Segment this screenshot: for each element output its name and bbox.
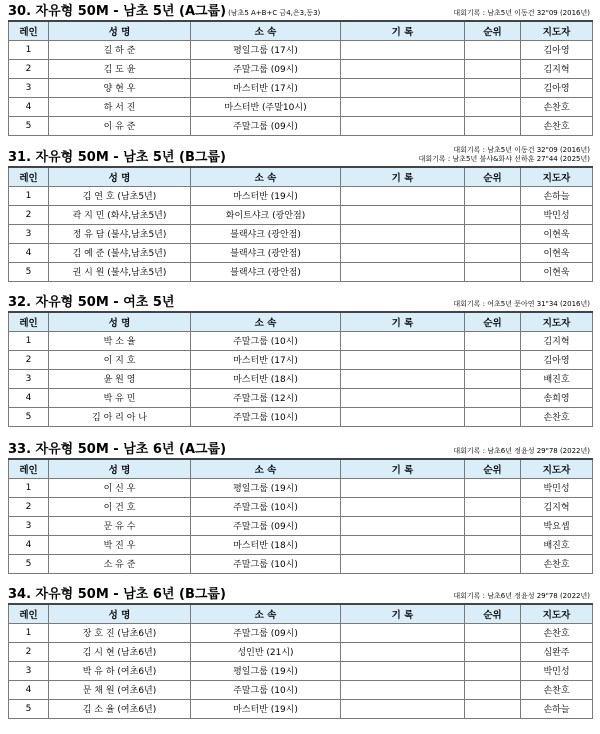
lane-cell: 2 bbox=[9, 642, 49, 661]
rank-cell bbox=[465, 407, 521, 426]
swimmer-name-cell: 김 도 윤 bbox=[49, 59, 191, 78]
coach-cell: 손찬호 bbox=[521, 97, 593, 116]
team-cell: 화이트샤크 (광안점) bbox=[191, 205, 341, 224]
record-cell bbox=[341, 116, 465, 135]
team-cell: 마스터반 (19시) bbox=[191, 699, 341, 718]
meet-record: 대회기록 : 남초5년 이동건 32"09 (2016년) bbox=[453, 9, 590, 17]
col-coach: 지도자 bbox=[521, 21, 593, 40]
col-lane: 레인 bbox=[9, 312, 49, 331]
col-coach: 지도자 bbox=[521, 604, 593, 623]
coach-cell: 김아영 bbox=[521, 40, 593, 59]
lane-cell: 5 bbox=[9, 699, 49, 718]
team-cell: 평일그룹 (17시) bbox=[191, 40, 341, 59]
col-name: 성 명 bbox=[49, 459, 191, 478]
team-cell: 주말그룹 (10시) bbox=[191, 497, 341, 516]
rank-cell bbox=[465, 388, 521, 407]
heat-table bbox=[8, 166, 593, 282]
col-coach: 지도자 bbox=[521, 459, 593, 478]
col-rank: 순위 bbox=[465, 459, 521, 478]
coach-cell: 배진호 bbox=[521, 369, 593, 388]
coach-cell: 손하늘 bbox=[521, 186, 593, 205]
table-header-row bbox=[9, 459, 593, 478]
lane-cell: 3 bbox=[9, 661, 49, 680]
col-name: 성 명 bbox=[49, 312, 191, 331]
coach-cell: 박민성 bbox=[521, 205, 593, 224]
rank-cell bbox=[465, 243, 521, 262]
event-note: (남초5 A+B+C 금4,은3,동3) bbox=[228, 9, 321, 17]
lane-cell: 5 bbox=[9, 116, 49, 135]
swimmer-name-cell: 이 유 준 bbox=[49, 116, 191, 135]
col-record: 기 록 bbox=[341, 167, 465, 186]
coach-cell: 김지혁 bbox=[521, 331, 593, 350]
table-row bbox=[9, 407, 593, 426]
swimmer-name-cell: 김 연 호 (남초5년) bbox=[49, 186, 191, 205]
record-cell bbox=[341, 97, 465, 116]
col-lane: 레인 bbox=[9, 604, 49, 623]
table-row bbox=[9, 535, 593, 554]
col-rank: 순위 bbox=[465, 21, 521, 40]
lane-cell: 5 bbox=[9, 554, 49, 573]
team-cell: 블랙샤크 (광안점) bbox=[191, 243, 341, 262]
col-record: 기 록 bbox=[341, 21, 465, 40]
record-cell bbox=[341, 407, 465, 426]
lane-cell: 3 bbox=[9, 516, 49, 535]
lane-cell: 2 bbox=[9, 497, 49, 516]
record-cell bbox=[341, 535, 465, 554]
table-row bbox=[9, 59, 593, 78]
table-row bbox=[9, 516, 593, 535]
coach-cell: 심완주 bbox=[521, 642, 593, 661]
team-cell: 주말그룹 (09시) bbox=[191, 516, 341, 535]
rank-cell bbox=[465, 535, 521, 554]
record-cell bbox=[341, 623, 465, 642]
col-rank: 순위 bbox=[465, 312, 521, 331]
rank-cell bbox=[465, 699, 521, 718]
col-name: 성 명 bbox=[49, 21, 191, 40]
col-lane: 레인 bbox=[9, 167, 49, 186]
table-header-row bbox=[9, 167, 593, 186]
record-cell bbox=[341, 554, 465, 573]
coach-cell: 손하늘 bbox=[521, 699, 593, 718]
event-title: 31. 자유형 50M - 남초 5년 (B그룹) bbox=[8, 150, 226, 165]
team-cell: 주말그룹 (10시) bbox=[191, 407, 341, 426]
rank-cell bbox=[465, 516, 521, 535]
event-header bbox=[8, 585, 592, 603]
col-record: 기 록 bbox=[341, 459, 465, 478]
record-cell bbox=[341, 699, 465, 718]
team-cell: 블랙샤크 (광안점) bbox=[191, 262, 341, 281]
record-cell bbox=[341, 516, 465, 535]
rank-cell bbox=[465, 97, 521, 116]
lane-cell: 1 bbox=[9, 478, 49, 497]
table-header-row bbox=[9, 21, 593, 40]
team-cell: 주말그룹 (12시) bbox=[191, 388, 341, 407]
coach-cell: 손찬호 bbox=[521, 680, 593, 699]
team-cell: 주말그룹 (09시) bbox=[191, 623, 341, 642]
swimmer-name-cell: 곽 지 민 (화샤,남초5년) bbox=[49, 205, 191, 224]
rank-cell bbox=[465, 478, 521, 497]
event-33 bbox=[8, 440, 592, 574]
record-cell bbox=[341, 205, 465, 224]
col-team: 소 속 bbox=[191, 21, 341, 40]
team-cell: 마스터반 (18시) bbox=[191, 535, 341, 554]
team-cell: 마스터반 (주말10시) bbox=[191, 97, 341, 116]
team-cell: 마스터반 (17시) bbox=[191, 350, 341, 369]
coach-cell: 손찬호 bbox=[521, 407, 593, 426]
coach-cell: 박민성 bbox=[521, 478, 593, 497]
col-team: 소 속 bbox=[191, 312, 341, 331]
swimmer-name-cell: 문 채 원 (여초6년) bbox=[49, 680, 191, 699]
event-header bbox=[8, 440, 592, 458]
coach-cell: 배진호 bbox=[521, 535, 593, 554]
col-lane: 레인 bbox=[9, 459, 49, 478]
lane-cell: 1 bbox=[9, 40, 49, 59]
record-cell bbox=[341, 186, 465, 205]
lane-cell: 3 bbox=[9, 369, 49, 388]
col-team: 소 속 bbox=[191, 604, 341, 623]
swimmer-name-cell: 이 지 호 bbox=[49, 350, 191, 369]
rank-cell bbox=[465, 59, 521, 78]
col-record: 기 록 bbox=[341, 312, 465, 331]
lane-cell: 1 bbox=[9, 623, 49, 642]
table-row bbox=[9, 205, 593, 224]
rank-cell bbox=[465, 331, 521, 350]
lane-cell: 5 bbox=[9, 407, 49, 426]
swimmer-name-cell: 이 건 호 bbox=[49, 497, 191, 516]
rank-cell bbox=[465, 350, 521, 369]
event-title: 34. 자유형 50M - 남초 6년 (B그룹) bbox=[8, 587, 226, 602]
event-30 bbox=[8, 2, 592, 136]
record-cell bbox=[341, 40, 465, 59]
team-cell: 마스터반 (19시) bbox=[191, 186, 341, 205]
lane-cell: 4 bbox=[9, 388, 49, 407]
record-cell bbox=[341, 350, 465, 369]
table-row bbox=[9, 243, 593, 262]
record-cell bbox=[341, 59, 465, 78]
event-header bbox=[8, 2, 592, 20]
coach-cell: 김지혁 bbox=[521, 59, 593, 78]
rank-cell bbox=[465, 40, 521, 59]
swimmer-name-cell: 박 유 민 bbox=[49, 388, 191, 407]
record-cell bbox=[341, 224, 465, 243]
col-rank: 순위 bbox=[465, 167, 521, 186]
table-header-row bbox=[9, 604, 593, 623]
team-cell: 성인반 (21시) bbox=[191, 642, 341, 661]
heat-table bbox=[8, 20, 593, 136]
team-cell: 평일그룹 (19시) bbox=[191, 661, 341, 680]
team-cell: 주말그룹 (09시) bbox=[191, 116, 341, 135]
lane-cell: 3 bbox=[9, 224, 49, 243]
coach-cell: 이현욱 bbox=[521, 243, 593, 262]
team-cell: 주말그룹 (10시) bbox=[191, 331, 341, 350]
table-row bbox=[9, 623, 593, 642]
lane-cell: 4 bbox=[9, 243, 49, 262]
meet-record: 대회기록 : 남초5년 이동건 32"09 (2016년) 대회기록 : 남초5년 불샤&화샤 선하훈 27"44 (2025년) bbox=[418, 146, 590, 163]
rank-cell bbox=[465, 497, 521, 516]
event-header bbox=[8, 293, 592, 311]
heat-table bbox=[8, 458, 593, 574]
col-name: 성 명 bbox=[49, 604, 191, 623]
rank-cell bbox=[465, 78, 521, 97]
table-row bbox=[9, 497, 593, 516]
table-row bbox=[9, 116, 593, 135]
table-row bbox=[9, 369, 593, 388]
swimmer-name-cell: 박 유 하 (여초6년) bbox=[49, 661, 191, 680]
table-row bbox=[9, 262, 593, 281]
swimmer-name-cell: 박 진 우 bbox=[49, 535, 191, 554]
col-team: 소 속 bbox=[191, 459, 341, 478]
coach-cell: 박민성 bbox=[521, 661, 593, 680]
coach-cell: 손찬호 bbox=[521, 623, 593, 642]
col-record: 기 록 bbox=[341, 604, 465, 623]
record-cell bbox=[341, 642, 465, 661]
event-header bbox=[8, 146, 592, 166]
rank-cell bbox=[465, 369, 521, 388]
team-cell: 마스터반 (17시) bbox=[191, 78, 341, 97]
rank-cell bbox=[465, 224, 521, 243]
lane-cell: 3 bbox=[9, 78, 49, 97]
coach-cell: 손찬호 bbox=[521, 116, 593, 135]
col-team: 소 속 bbox=[191, 167, 341, 186]
table-row bbox=[9, 78, 593, 97]
record-cell bbox=[341, 369, 465, 388]
heat-table bbox=[8, 311, 593, 427]
col-rank: 순위 bbox=[465, 604, 521, 623]
swimmer-name-cell: 윤 원 영 bbox=[49, 369, 191, 388]
meet-record: 대회기록 : 남초6년 정윤성 29"78 (2022년) bbox=[453, 447, 590, 455]
team-cell: 주말그룹 (09시) bbox=[191, 59, 341, 78]
team-cell: 주말그룹 (10시) bbox=[191, 680, 341, 699]
coach-cell: 송희영 bbox=[521, 388, 593, 407]
table-row bbox=[9, 642, 593, 661]
record-cell bbox=[341, 680, 465, 699]
record-cell bbox=[341, 262, 465, 281]
record-cell bbox=[341, 478, 465, 497]
event-title: 32. 자유형 50M - 여초 5년 bbox=[8, 295, 175, 310]
meet-record: 대회기록 : 여초5년 문아연 31"34 (2016년) bbox=[453, 300, 590, 308]
col-lane: 레인 bbox=[9, 21, 49, 40]
table-row bbox=[9, 224, 593, 243]
event-34 bbox=[8, 585, 592, 719]
event-title: 33. 자유형 50M - 남초 6년 (A그룹) bbox=[8, 442, 227, 457]
lane-cell: 2 bbox=[9, 59, 49, 78]
coach-cell: 손찬호 bbox=[521, 554, 593, 573]
rank-cell bbox=[465, 262, 521, 281]
rank-cell bbox=[465, 205, 521, 224]
swimmer-name-cell: 양 현 우 bbox=[49, 78, 191, 97]
record-cell bbox=[341, 661, 465, 680]
event-32 bbox=[8, 293, 592, 427]
lane-cell: 1 bbox=[9, 331, 49, 350]
coach-cell: 김지혁 bbox=[521, 497, 593, 516]
lane-cell: 2 bbox=[9, 205, 49, 224]
rank-cell bbox=[465, 642, 521, 661]
coach-cell: 박요셉 bbox=[521, 516, 593, 535]
lane-cell: 4 bbox=[9, 97, 49, 116]
coach-cell: 이현욱 bbox=[521, 262, 593, 281]
team-cell: 마스터반 (18시) bbox=[191, 369, 341, 388]
record-cell bbox=[341, 497, 465, 516]
record-cell bbox=[341, 243, 465, 262]
lane-cell: 2 bbox=[9, 350, 49, 369]
swimmer-name-cell: 김 소 율 (여초6년) bbox=[49, 699, 191, 718]
record-cell bbox=[341, 331, 465, 350]
table-row bbox=[9, 699, 593, 718]
rank-cell bbox=[465, 661, 521, 680]
table-row bbox=[9, 680, 593, 699]
swimmer-name-cell: 하 서 진 bbox=[49, 97, 191, 116]
swimmer-name-cell: 문 유 수 bbox=[49, 516, 191, 535]
col-coach: 지도자 bbox=[521, 167, 593, 186]
record-cell bbox=[341, 78, 465, 97]
table-row bbox=[9, 97, 593, 116]
lane-cell: 1 bbox=[9, 186, 49, 205]
table-row bbox=[9, 554, 593, 573]
record-cell bbox=[341, 388, 465, 407]
rank-cell bbox=[465, 186, 521, 205]
rank-cell bbox=[465, 554, 521, 573]
table-row bbox=[9, 388, 593, 407]
swimmer-name-cell: 정 유 담 (불샤,남초5년) bbox=[49, 224, 191, 243]
event-31 bbox=[8, 146, 592, 282]
lane-cell: 5 bbox=[9, 262, 49, 281]
rank-cell bbox=[465, 680, 521, 699]
coach-cell: 김아영 bbox=[521, 78, 593, 97]
rank-cell bbox=[465, 116, 521, 135]
table-row bbox=[9, 40, 593, 59]
table-row bbox=[9, 478, 593, 497]
table-row bbox=[9, 661, 593, 680]
lane-cell: 4 bbox=[9, 535, 49, 554]
swimmer-name-cell: 권 시 원 (불샤,남초5년) bbox=[49, 262, 191, 281]
swimmer-name-cell: 장 호 진 (남초6년) bbox=[49, 623, 191, 642]
swimmer-name-cell: 이 신 우 bbox=[49, 478, 191, 497]
col-coach: 지도자 bbox=[521, 312, 593, 331]
table-header-row bbox=[9, 312, 593, 331]
meet-record: 대회기록 : 남초6년 정윤성 29"78 (2022년) bbox=[453, 592, 590, 600]
col-name: 성 명 bbox=[49, 167, 191, 186]
swimmer-name-cell: 김 아 리 아 나 bbox=[49, 407, 191, 426]
team-cell: 주말그룹 (10시) bbox=[191, 554, 341, 573]
event-title: 30. 자유형 50M - 남초 5년 (A그룹) (남초5 A+B+C 금4,은3,동3) bbox=[8, 4, 321, 19]
heat-table bbox=[8, 603, 593, 719]
coach-cell: 이현욱 bbox=[521, 224, 593, 243]
table-row bbox=[9, 186, 593, 205]
lane-cell: 4 bbox=[9, 680, 49, 699]
swimmer-name-cell: 길 하 준 bbox=[49, 40, 191, 59]
swimmer-name-cell: 박 소 율 bbox=[49, 331, 191, 350]
swimmer-name-cell: 김 시 현 (남초6년) bbox=[49, 642, 191, 661]
swimmer-name-cell: 김 예 준 (불샤,남초5년) bbox=[49, 243, 191, 262]
team-cell: 블랙샤크 (광안점) bbox=[191, 224, 341, 243]
team-cell: 평일그룹 (19시) bbox=[191, 478, 341, 497]
table-row bbox=[9, 331, 593, 350]
coach-cell: 김아영 bbox=[521, 350, 593, 369]
rank-cell bbox=[465, 623, 521, 642]
swimmer-name-cell: 소 유 준 bbox=[49, 554, 191, 573]
table-row bbox=[9, 350, 593, 369]
